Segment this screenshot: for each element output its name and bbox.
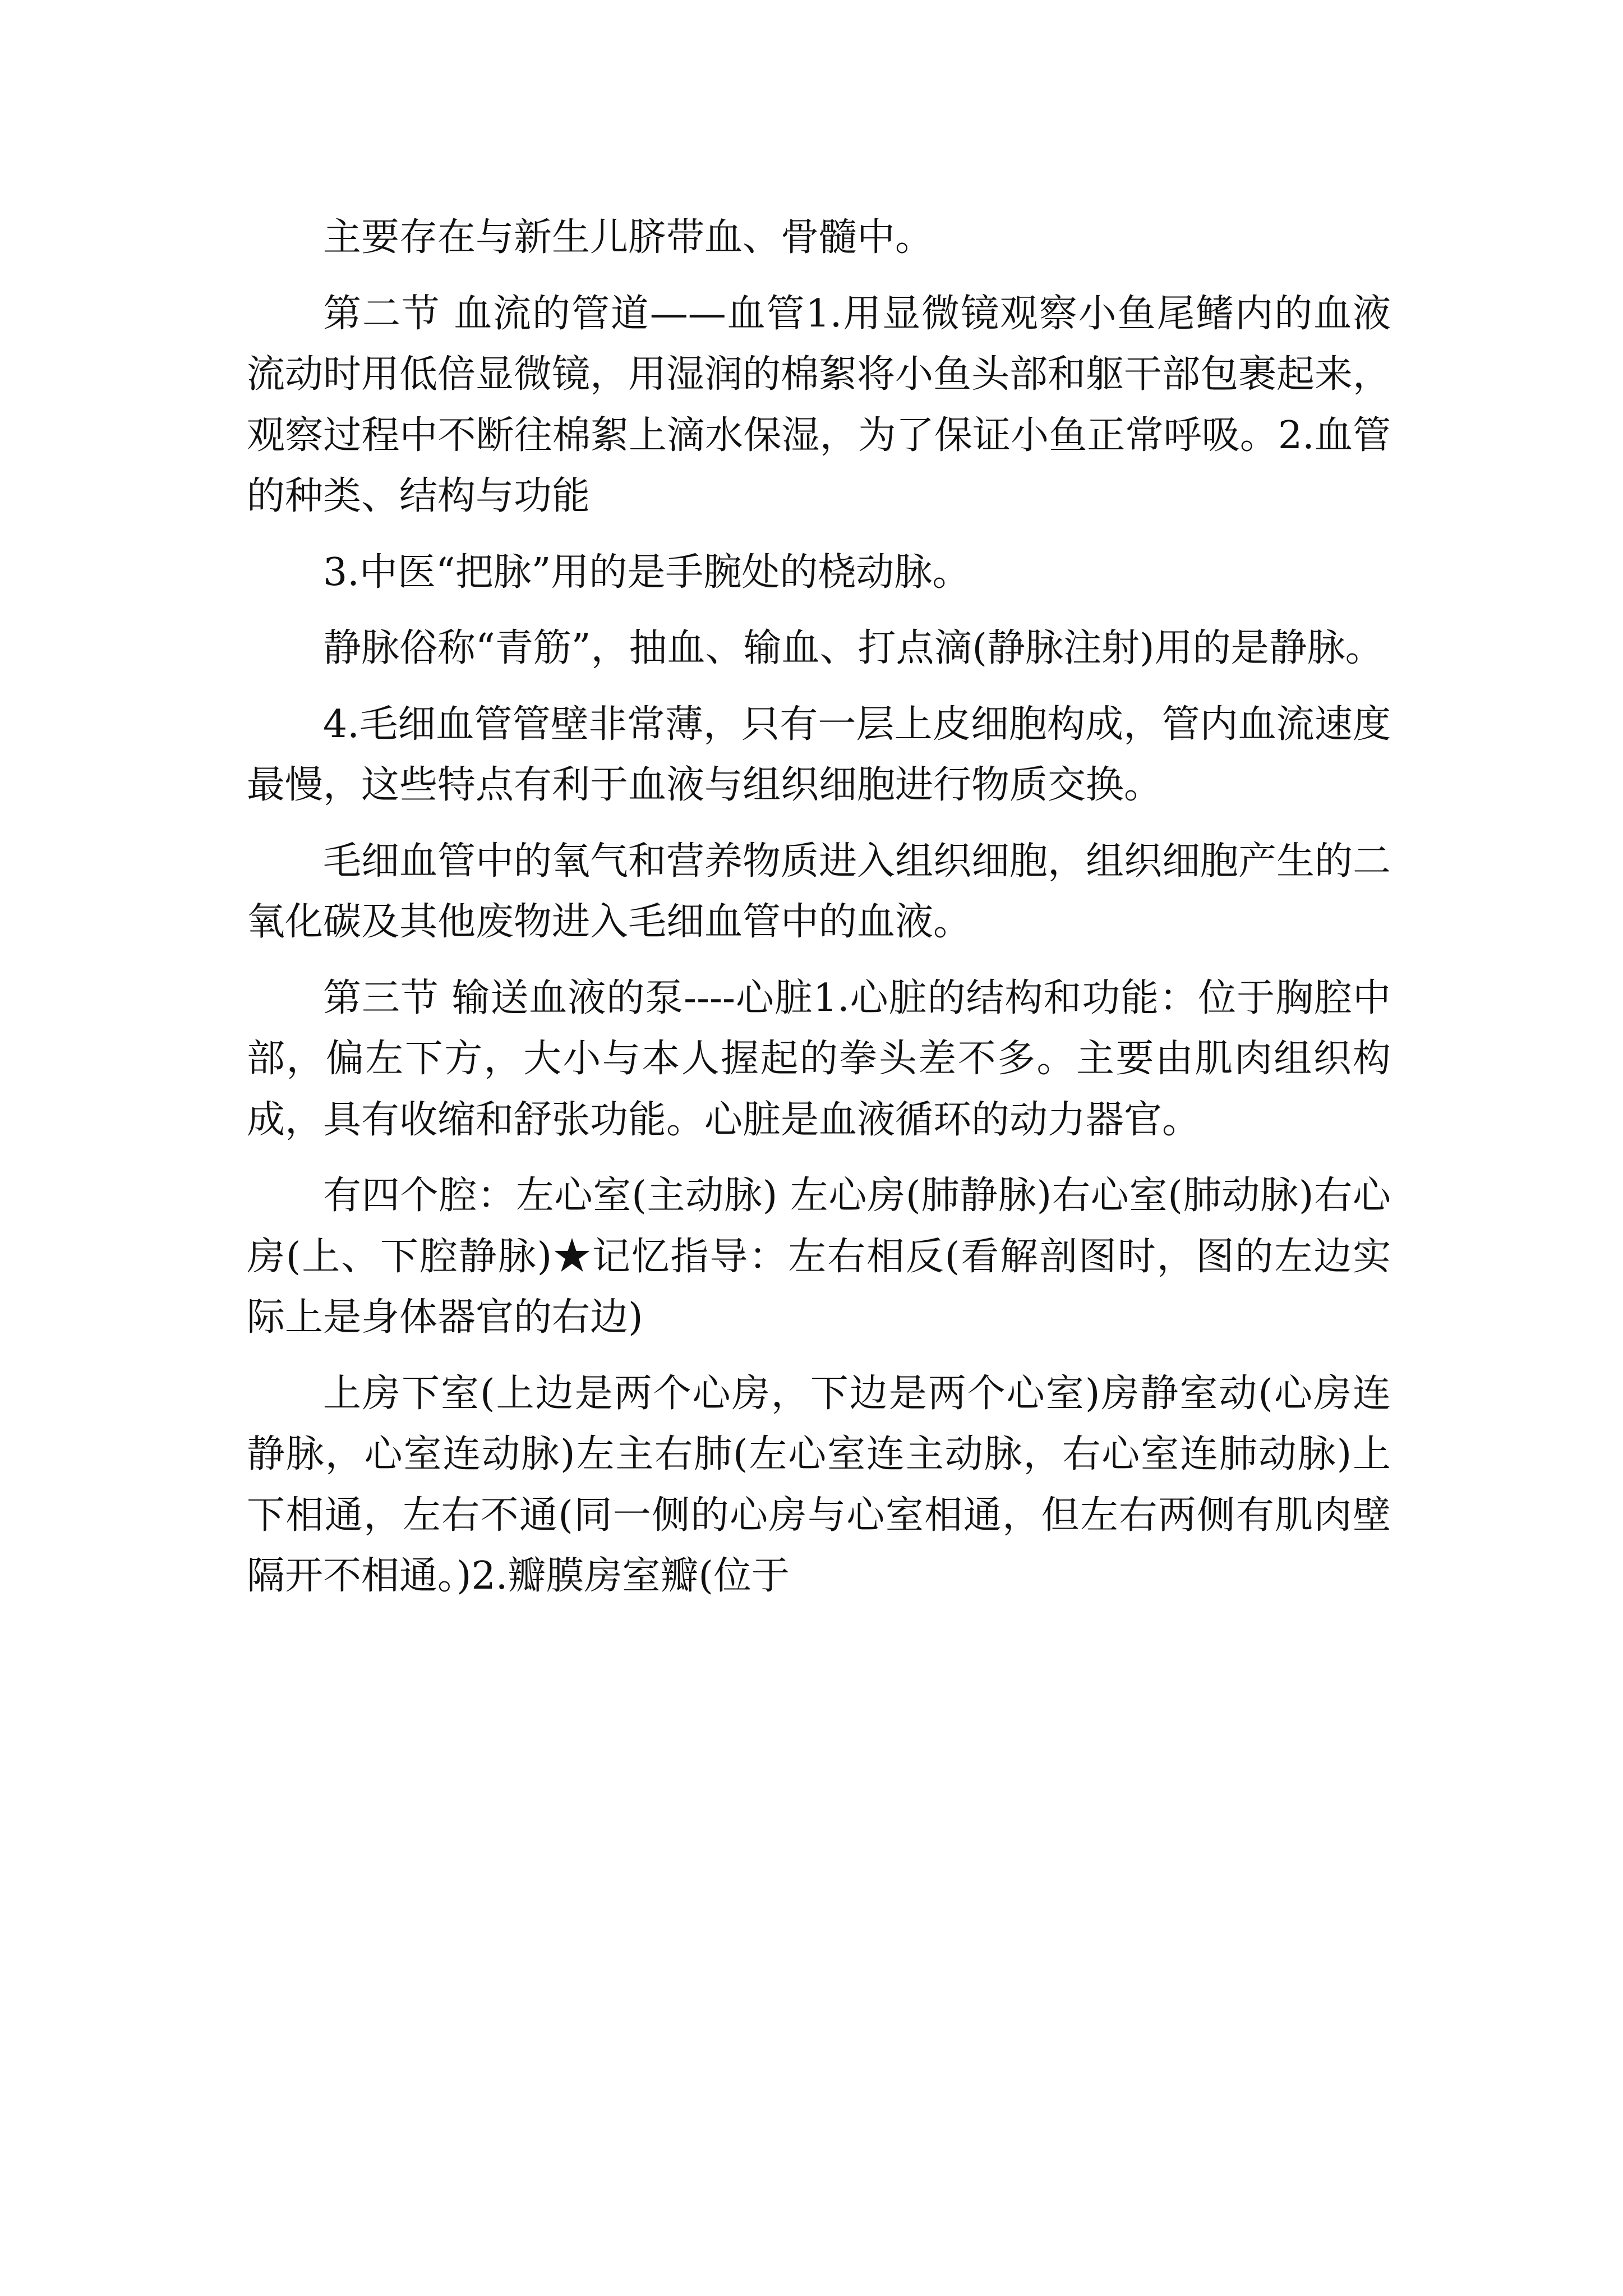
paragraph-veins: 静脉俗称“青筋”，抽血、输血、打点滴(静脉注射)用的是静脉。 bbox=[323, 626, 1384, 670]
paragraph-four-chambers: 有四个腔：左心室(主动脉) 左心房(肺静脉)右心室(肺动脉)右心房(上、下腔静脉)★记忆指导：左右相反(看解剖图时，图的左边实际上是身体器官的右边) bbox=[247, 1174, 1391, 1340]
paragraph-section-2-blood-vessels: 第二节 血流的管道——血管1.用显微镜观察小鱼尾鳍内的血液流动时用低倍显微镜，用湿润的棉絮将小鱼头部和躯干部包裹起来，观察过程中不断往棉絮上滴水保湿，为了保证小鱼正常呼吸。2.血管的种类、结构与功能 bbox=[247, 291, 1391, 518]
paragraph-bone-marrow: 主要存在与新生儿脐带血、骨髓中。 bbox=[323, 215, 934, 260]
paragraph-capillary-exchange: 毛细血管中的氧气和营养物质进入组织细胞，组织细胞产生的二氧化碳及其他废物进入毛细血管中的血液。 bbox=[247, 839, 1391, 944]
paragraph-capillaries: 4.毛细血管管壁非常薄，只有一层上皮细胞构成，管内血流速度最慢，这些特点有利于血液与组织细胞进行物质交换。 bbox=[247, 702, 1391, 807]
document-body bbox=[247, 208, 1391, 1622]
paragraph-memory-tips-valves: 上房下室(上边是两个心房，下边是两个心室)房静室动(心房连静脉，心室连动脉)左主右肺(左心室连主动脉，右心室连肺动脉)上下相通，左右不通(同一侧的心房与心室相通，但左右两侧有肌肉壁隔开不相通。)2.瓣膜房室瓣(位于 bbox=[247, 1371, 1391, 1598]
paragraph-radial-artery: 3.中医“把脉”用的是手腕处的桡动脉。 bbox=[323, 550, 971, 595]
paragraph-section-3-heart: 第三节 输送血液的泵----心脏1.心脏的结构和功能：位于胸腔中部，偏左下方，大小与本人握起的拳头差不多。主要由肌肉组织构成，具有收缩和舒张功能。心脏是血液循环的动力器官。 bbox=[247, 976, 1391, 1142]
